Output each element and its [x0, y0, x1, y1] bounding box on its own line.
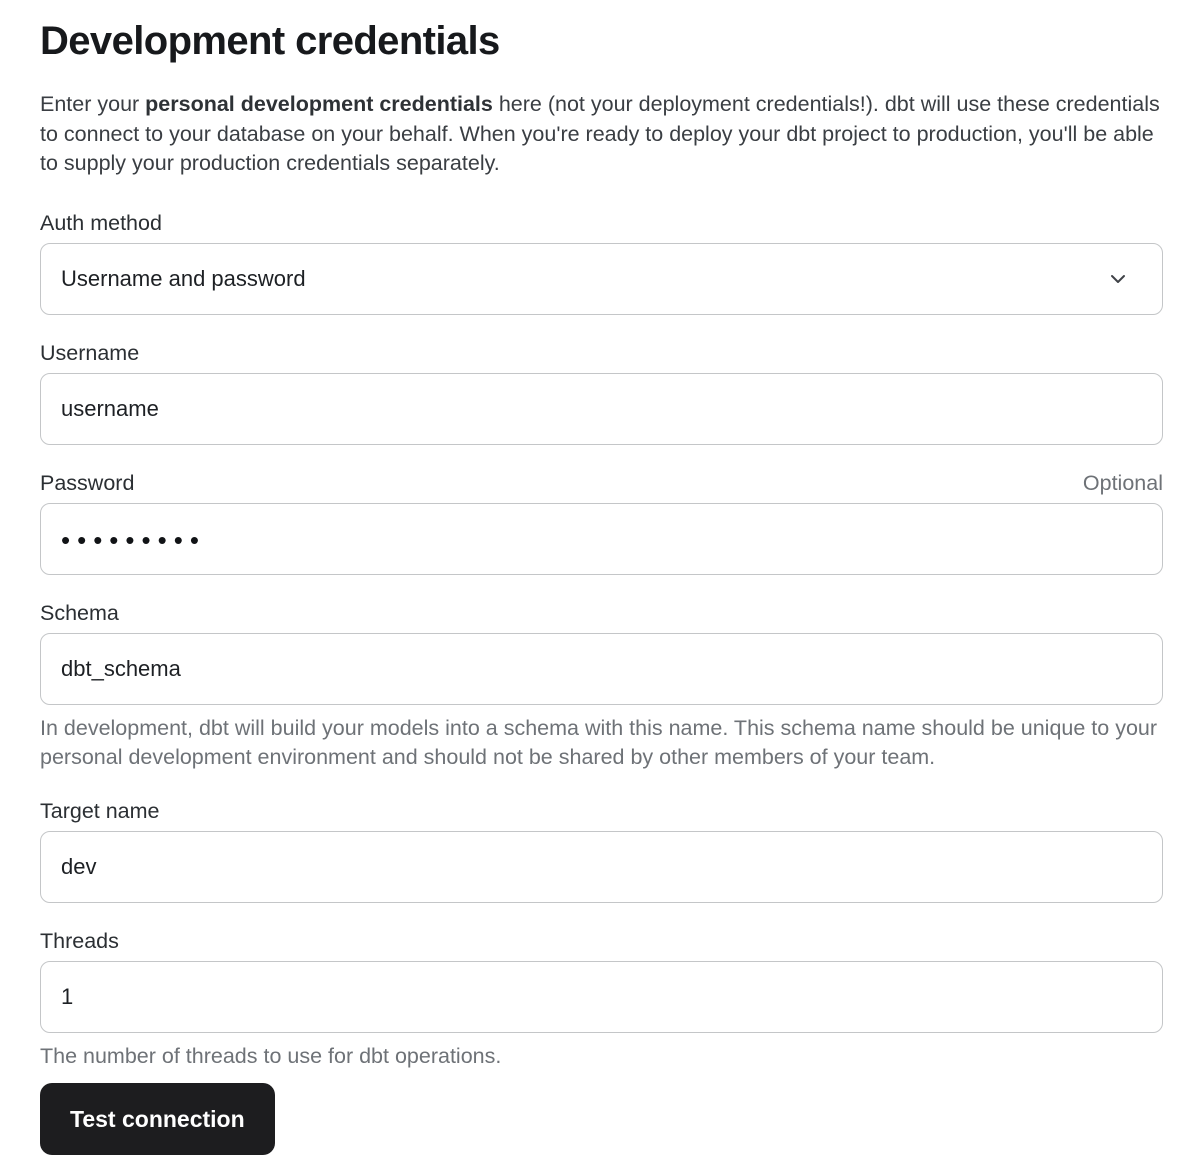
test-connection-button[interactable]: Test connection: [40, 1083, 275, 1155]
schema-label: Schema: [40, 601, 119, 626]
schema-helper-text: In development, dbt will build your models into a schema with this name. This schema name should be unique to your personal development environment and should not be shared by other members of your team.: [40, 714, 1163, 773]
threads-helper-text: The number of threads to use for dbt operations.: [40, 1042, 1163, 1072]
chevron-down-icon: [1106, 267, 1130, 291]
threads-label: Threads: [40, 929, 119, 954]
username-label: Username: [40, 341, 139, 366]
schema-input[interactable]: [40, 633, 1163, 705]
password-input[interactable]: [40, 503, 1163, 575]
auth-method-group: [40, 211, 1163, 315]
target-name-input[interactable]: [40, 831, 1163, 903]
threads-group: [40, 929, 1163, 1072]
intro-text-bold: personal development credentials: [145, 92, 493, 116]
username-group: [40, 341, 1163, 445]
auth-method-selected-value: Username and password: [61, 266, 306, 292]
intro-text-start: Enter your: [40, 92, 145, 116]
credentials-form: [40, 211, 1163, 1155]
username-label-row: [40, 341, 1163, 366]
intro-paragraph: [40, 90, 1163, 179]
intro-text-end: here (not your deployment credentials!). dbt will use these credentials to connect to your database on your behalf. When you're ready to deploy your dbt project to production, you'll be able to supply your production credentials separately.: [40, 92, 1160, 175]
password-label: Password: [40, 471, 134, 496]
auth-method-label: Auth method: [40, 211, 162, 236]
threads-label-row: [40, 929, 1163, 954]
auth-method-select[interactable]: [40, 243, 1163, 315]
username-input[interactable]: [40, 373, 1163, 445]
schema-label-row: [40, 601, 1163, 626]
page-title: Development credentials: [40, 16, 1163, 66]
password-optional-badge: Optional: [1083, 471, 1163, 496]
password-group: [40, 471, 1163, 575]
target-name-label-row: [40, 799, 1163, 824]
password-label-row: [40, 471, 1163, 496]
auth-method-label-row: [40, 211, 1163, 236]
threads-input[interactable]: [40, 961, 1163, 1033]
target-name-label: Target name: [40, 799, 160, 824]
target-name-group: [40, 799, 1163, 903]
schema-group: [40, 601, 1163, 773]
